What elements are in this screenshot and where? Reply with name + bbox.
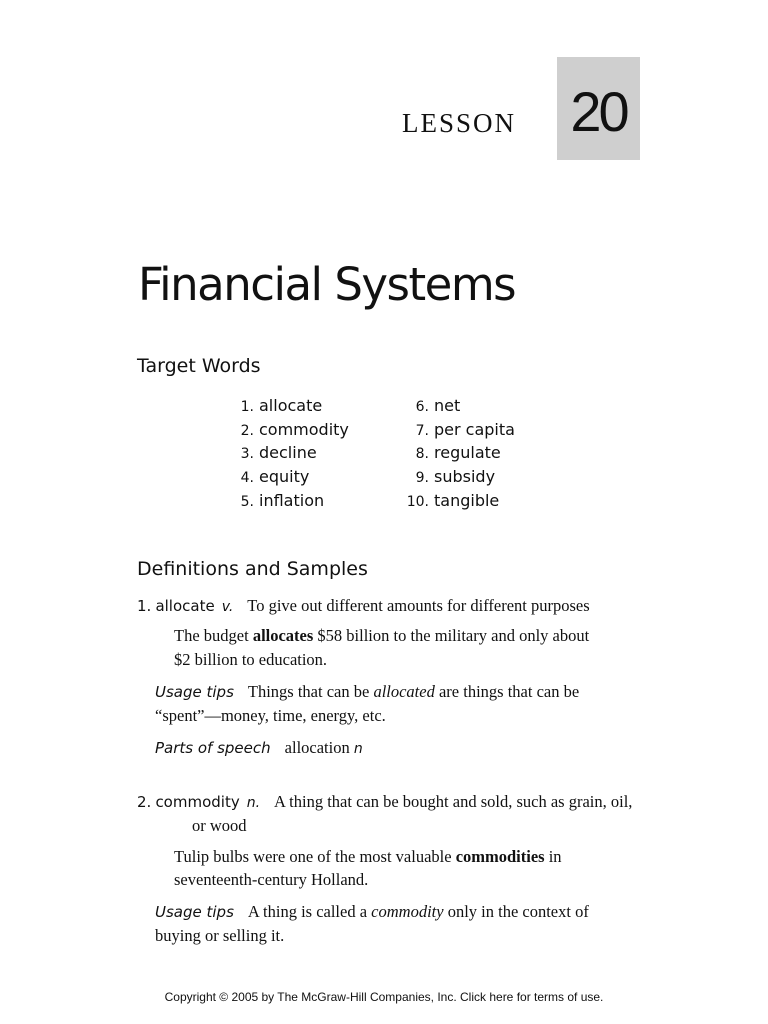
target-word-item: 7. per capita (415, 420, 515, 439)
lesson-label: LESSON (402, 108, 517, 138)
entry-sample-line2: seventeenth-century Holland. (174, 870, 369, 889)
target-word-item: 5. inflation (240, 491, 325, 510)
entry-definition: A thing that can be bought and sold, such as grain, oil, (274, 792, 633, 811)
definitions-heading: Definitions and Samples (137, 558, 368, 580)
entry-term: commodity (155, 793, 240, 811)
entry-pos: v. (221, 599, 234, 615)
target-word-item: 10. tangible (406, 491, 500, 510)
entry-parts-of-speech: Parts of speech allocation n (155, 738, 363, 757)
entry-definition-line2: or wood (192, 816, 247, 835)
entry-usage-tips-line2: buying or selling it. (155, 926, 285, 945)
target-word-item: 4. equity (240, 467, 310, 486)
entry-definition: To give out different amounts for different purposes (247, 596, 590, 615)
entry-sample: Tulip bulbs were one of the most valuable commodities in (174, 847, 562, 866)
target-word-item: 6. net (415, 396, 461, 415)
entry-sample: The budget allocates $58 billion to the military and only about (174, 626, 590, 645)
entry-headline: 1. allocate v. To give out different amounts for different purposes (137, 596, 590, 615)
entry-usage-tips: Usage tips A thing is called a commodity only in the context of (155, 902, 589, 921)
target-word-item: 8. regulate (415, 443, 501, 462)
page-title: Financial Systems (138, 258, 516, 311)
entry-usage-tips: Usage tips Things that can be allocated are things that can be (155, 682, 580, 701)
entry-headline: 2. commodity n. A thing that can be bought and sold, such as grain, oil, (137, 792, 633, 811)
target-word-item: 3. decline (240, 443, 317, 462)
entry-term: allocate (155, 597, 215, 615)
target-word-item: 9. subsidy (415, 467, 496, 486)
entry-usage-tips-line2: “spent”—money, time, energy, etc. (155, 706, 386, 725)
target-word-item: 2. commodity (240, 420, 349, 439)
entry-sample-line2: $2 billion to education. (174, 650, 328, 669)
target-word-item: 1. allocate (240, 396, 323, 415)
copyright-footer-link[interactable]: Copyright © 2005 by The McGraw-Hill Companies, Inc. Click here for terms of use. (164, 990, 604, 1004)
target-words-heading: Target Words (137, 355, 261, 377)
lesson-number-box (557, 57, 640, 160)
entry-pos: n. (246, 795, 261, 811)
lesson-number: 20 (570, 80, 627, 143)
